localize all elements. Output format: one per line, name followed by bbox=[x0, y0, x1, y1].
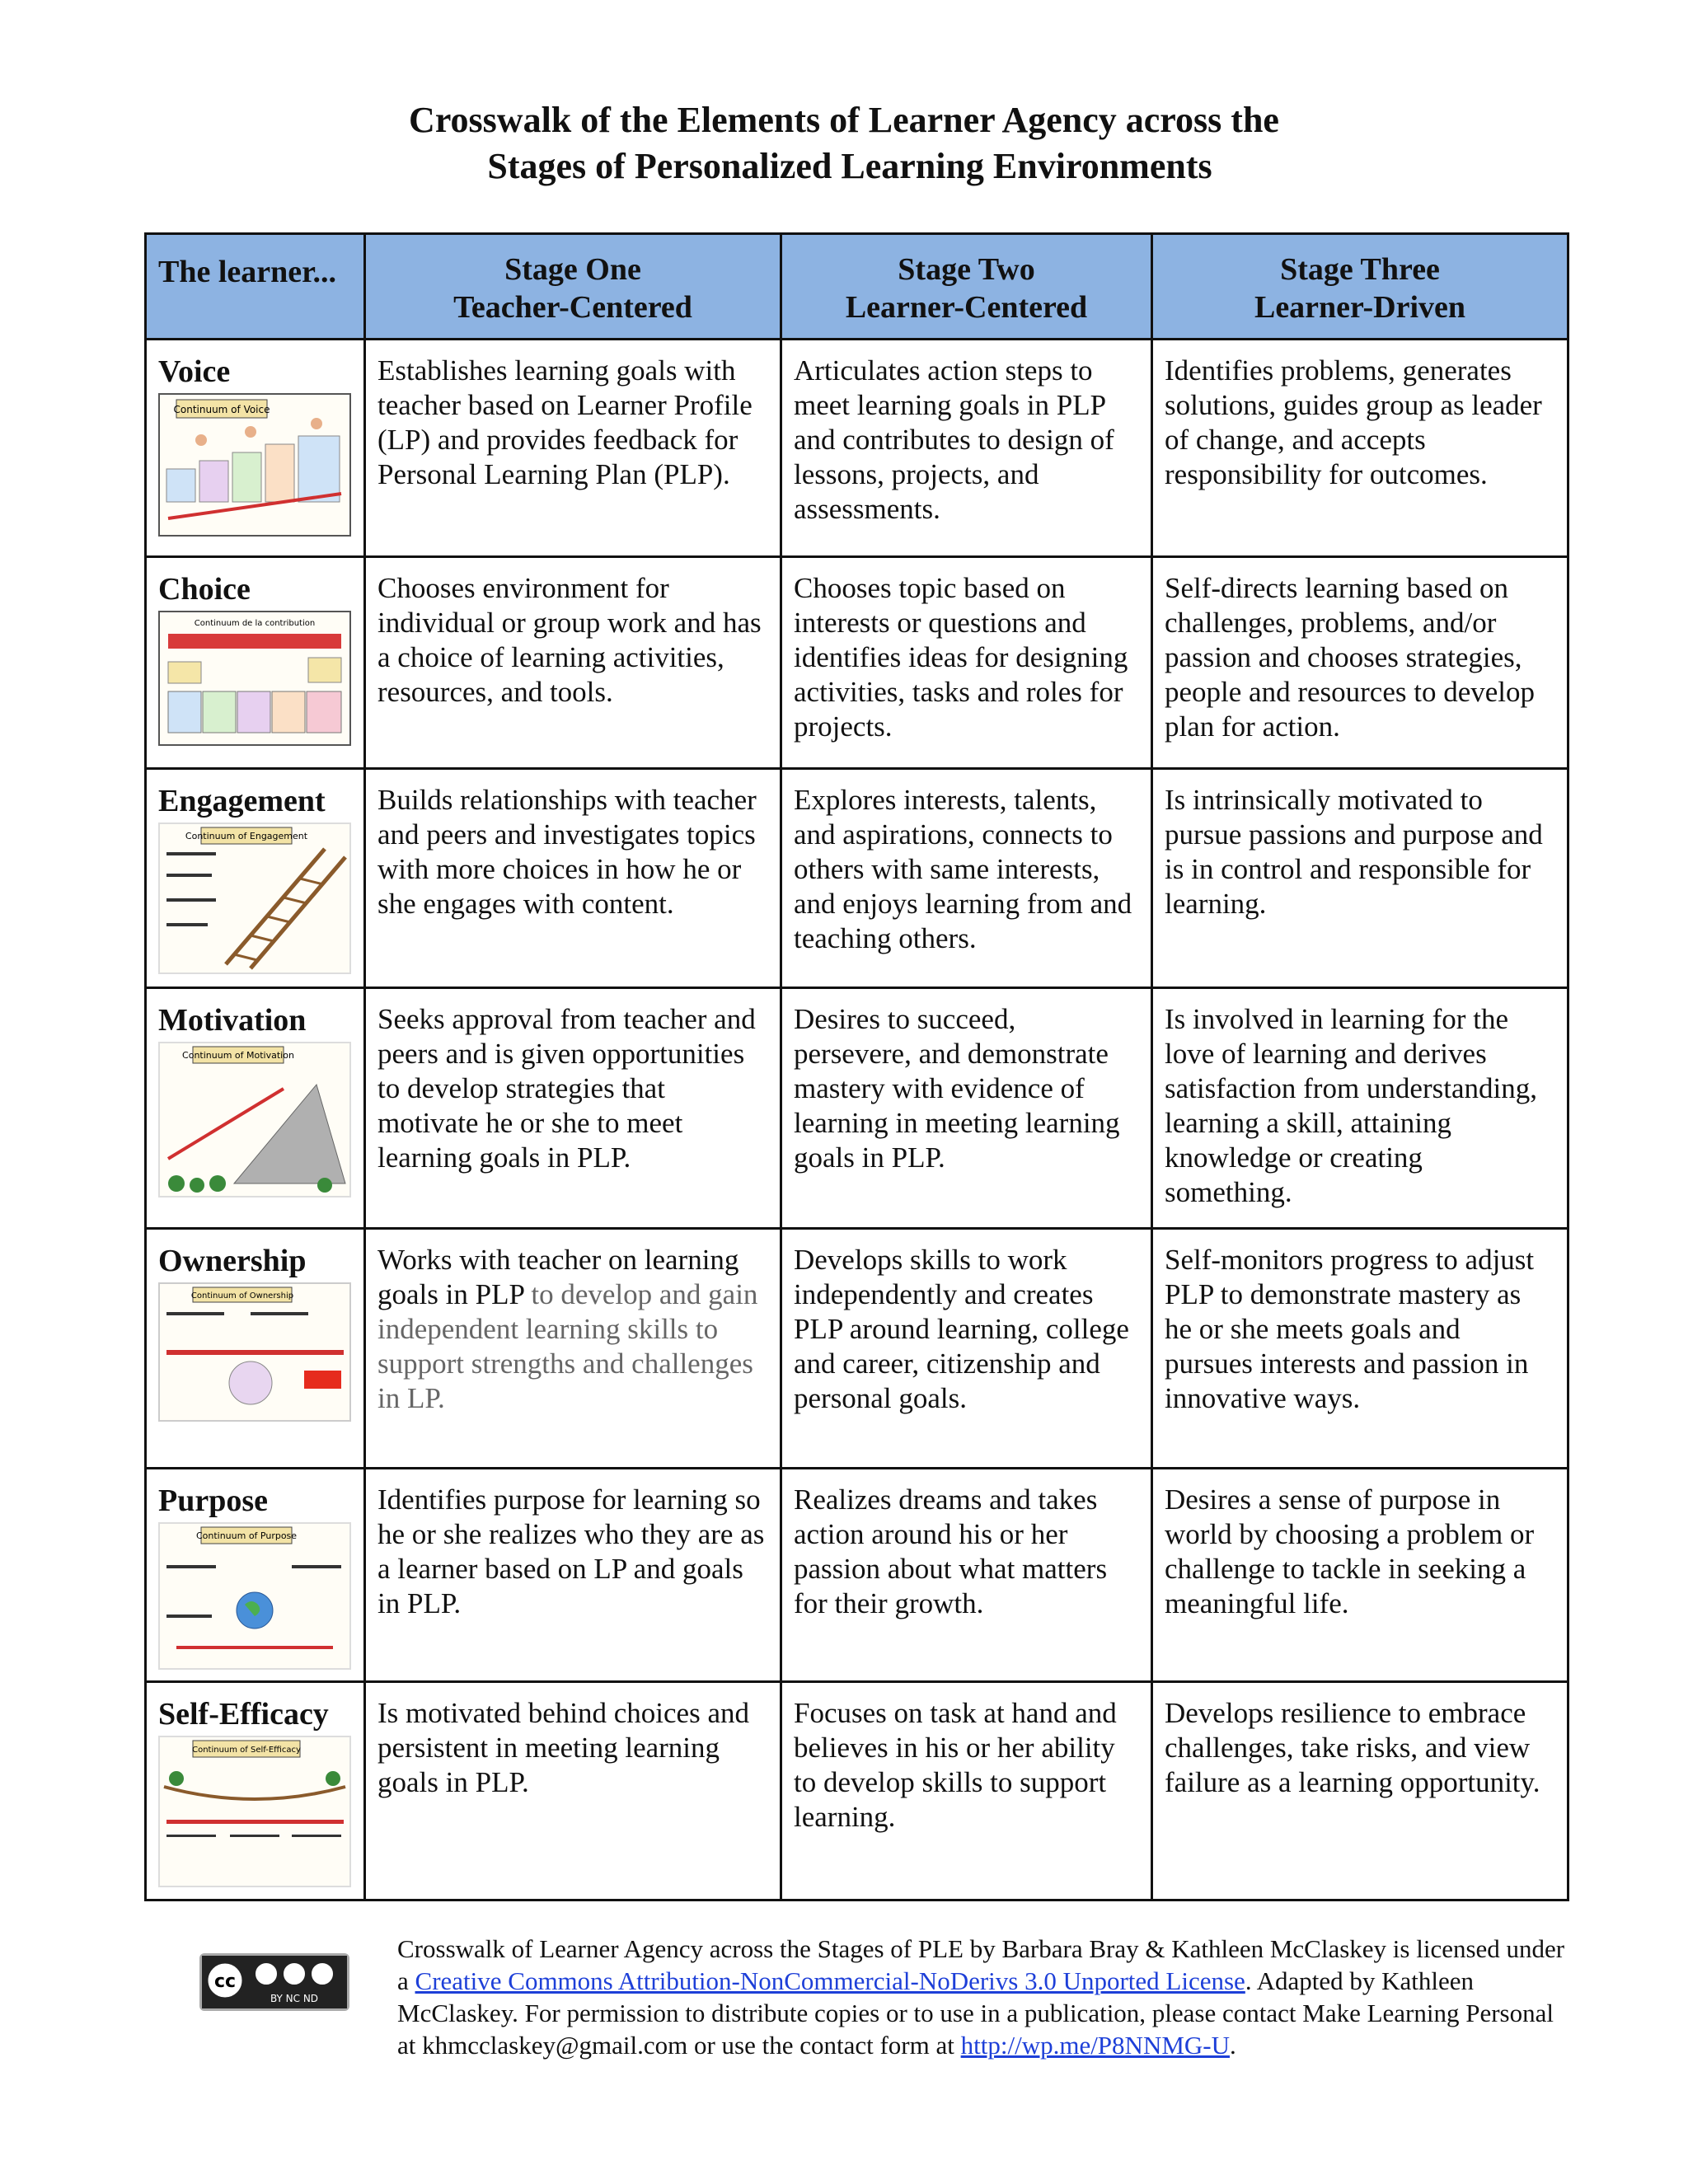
choice-continuum-image bbox=[158, 611, 351, 746]
row-label-purpose: Purpose bbox=[158, 1483, 268, 1518]
header-stage-one-title: Stage One bbox=[504, 251, 641, 287]
motivation-continuum-image bbox=[158, 1042, 351, 1197]
row-label-cell bbox=[146, 1469, 365, 1682]
purpose-stage-one: Identifies purpose for learning so he or she realizes who they are as a learner based on LP and goals in PLP. bbox=[365, 1469, 781, 1682]
contact-form-link[interactable]: http://wp.me/P8NNMG-U bbox=[960, 2031, 1230, 2060]
motivation-stage-three: Is involved in learning for the love of learning and derives satisfaction from understanding, learning a skill, attaining knowledge or creating something. bbox=[1152, 988, 1568, 1229]
voice-stage-one: Establishes learning goals with teacher based on Learner Profile (LP) and provides feedback for Personal Learning Plan (PLP). bbox=[365, 340, 781, 557]
row-label-cell bbox=[146, 340, 365, 557]
ownership-thumb-title: Continuum of Ownership bbox=[190, 1291, 294, 1301]
header-stage-three-subtitle: Learner-Driven bbox=[1254, 289, 1466, 325]
table-row bbox=[146, 1469, 1568, 1682]
header-stage-three-title: Stage Three bbox=[1280, 251, 1440, 287]
table-row bbox=[146, 769, 1568, 988]
title-line-2: Stages of Personalized Learning Environments bbox=[487, 146, 1212, 186]
header-stage-three bbox=[1152, 234, 1568, 340]
self-efficacy-stage-two: Focuses on task at hand and believes in his or her ability to develop skills to support learning. bbox=[781, 1682, 1152, 1900]
row-label-cell bbox=[146, 1229, 365, 1469]
license-footer bbox=[397, 1933, 1568, 2061]
header-stage-two-subtitle: Learner-Centered bbox=[845, 289, 1088, 325]
row-label-choice: Choice bbox=[158, 572, 251, 607]
cc-license-link[interactable]: Creative Commons Attribution-NonCommercial-NoDerivs 3.0 Unported License bbox=[415, 1966, 1245, 1995]
cc-badge-text: BY NC ND bbox=[270, 1993, 319, 2004]
crosswalk-table bbox=[144, 232, 1569, 1901]
row-label-motivation: Motivation bbox=[158, 1003, 307, 1038]
engagement-stage-two: Explores interests, talents, and aspirations, connects to others with same interests, and enjoys learning from and teaching others. bbox=[781, 769, 1152, 988]
engagement-thumb-title: Continuum of Engagement bbox=[185, 831, 308, 841]
table-row bbox=[146, 1229, 1568, 1469]
self-efficacy-stage-one: Is motivated behind choices and persistent in meeting learning goals in PLP. bbox=[365, 1682, 781, 1900]
table-row bbox=[146, 1682, 1568, 1900]
table-row bbox=[146, 340, 1568, 557]
row-label-engagement: Engagement bbox=[158, 784, 326, 818]
title-line-1: Crosswalk of the Elements of Learner Agency across the bbox=[409, 100, 1279, 140]
choice-stage-two: Chooses topic based on interests or questions and identifies ideas for designing activities, tasks and roles for projects. bbox=[781, 557, 1152, 769]
row-label-ownership: Ownership bbox=[158, 1244, 307, 1278]
row-label-cell bbox=[146, 1682, 365, 1900]
document-title bbox=[0, 97, 1688, 190]
motivation-thumb-title: Continuum of Motivation bbox=[182, 1050, 294, 1061]
ownership-continuum-image bbox=[158, 1282, 351, 1422]
choice-thumb-title: Continuum de la contribution bbox=[194, 619, 316, 628]
ownership-stage-one-text-faded: to develop and gain independent learning skills to support strengths and challenges in LP. bbox=[377, 1278, 758, 1414]
row-label-cell bbox=[146, 769, 365, 988]
header-learner: The learner... bbox=[146, 234, 365, 340]
ownership-stage-one bbox=[365, 1229, 781, 1469]
header-stage-one bbox=[365, 234, 781, 340]
self-efficacy-stage-three: Develops resilience to embrace challenges, take risks, and view failure as a learning opportunity. bbox=[1152, 1682, 1568, 1900]
choice-stage-three: Self-directs learning based on challenges, problems, and/or passion and chooses strategies, people and resources to develop plan for action. bbox=[1152, 557, 1568, 769]
cc-icon: cc bbox=[213, 1971, 237, 1992]
row-label-cell bbox=[146, 557, 365, 769]
ownership-stage-two: Develops skills to work independently and creates PLP around learning, college and career, citizenship and personal goals. bbox=[781, 1229, 1152, 1469]
ownership-stage-one-text: Works with teacher on learning goals in PLP bbox=[377, 1244, 739, 1310]
footer-text-2: . Adapted by Kathleen McClaskey. For permission to distribute copies or to use in a publication, please contact Make Learning Personal at khmcclaskey@gmail.com or use the contact form at bbox=[397, 1966, 1554, 2060]
voice-thumb-title: Continuum of Voice bbox=[173, 404, 270, 415]
row-label-cell bbox=[146, 988, 365, 1229]
creative-commons-badge[interactable] bbox=[199, 1953, 349, 2011]
choice-stage-one: Chooses environment for individual or group work and has a choice of learning activities, resources, and tools. bbox=[365, 557, 781, 769]
self-efficacy-continuum-image bbox=[158, 1736, 351, 1887]
engagement-stage-one: Builds relationships with teacher and peers and investigates topics with more choices in how he or she engages with content. bbox=[365, 769, 781, 988]
self-efficacy-thumb-title: Continuum of Self-Efficacy bbox=[192, 1746, 301, 1755]
engagement-continuum-image bbox=[158, 823, 351, 974]
purpose-thumb-title: Continuum of Purpose bbox=[195, 1530, 298, 1541]
voice-stage-three: Identifies problems, generates solutions, guides group as leader of change, and accepts responsibility for outcomes. bbox=[1152, 340, 1568, 557]
table-row bbox=[146, 988, 1568, 1229]
table-row bbox=[146, 557, 1568, 769]
purpose-stage-three: Desires a sense of purpose in world by choosing a problem or challenge to tackle in seeking a meaningful life. bbox=[1152, 1469, 1568, 1682]
motivation-stage-two: Desires to succeed, persevere, and demonstrate mastery with evidence of learning in meeting learning goals in PLP. bbox=[781, 988, 1152, 1229]
row-label-voice: Voice bbox=[158, 354, 231, 389]
row-label-self-efficacy: Self-Efficacy bbox=[158, 1697, 329, 1732]
purpose-continuum-image bbox=[158, 1522, 351, 1670]
header-row bbox=[146, 234, 1568, 340]
motivation-stage-one: Seeks approval from teacher and peers and is given opportunities to develop strategies that motivate he or she to meet learning goals in PLP. bbox=[365, 988, 781, 1229]
purpose-stage-two: Realizes dreams and takes action around his or her passion about what matters for their growth. bbox=[781, 1469, 1152, 1682]
footer-text-1: Crosswalk of Learner Agency across the Stages of PLE by Barbara Bray & Kathleen McClaskey is licensed under a bbox=[397, 1934, 1565, 1995]
header-stage-one-subtitle: Teacher-Centered bbox=[453, 289, 692, 325]
footer-text-3: . bbox=[1230, 2031, 1236, 2060]
voice-stage-two: Articulates action steps to meet learning goals in PLP and contributes to design of lessons, projects, and assessments. bbox=[781, 340, 1152, 557]
ownership-stage-three: Self-monitors progress to adjust PLP to demonstrate mastery as he or she meets goals and pursues interests and passion in innovative ways. bbox=[1152, 1229, 1568, 1469]
voice-continuum-image bbox=[158, 393, 351, 537]
engagement-stage-three: Is intrinsically motivated to pursue passions and purpose and is in control and responsible for learning. bbox=[1152, 769, 1568, 988]
header-stage-two-title: Stage Two bbox=[898, 251, 1035, 287]
header-stage-two bbox=[781, 234, 1152, 340]
